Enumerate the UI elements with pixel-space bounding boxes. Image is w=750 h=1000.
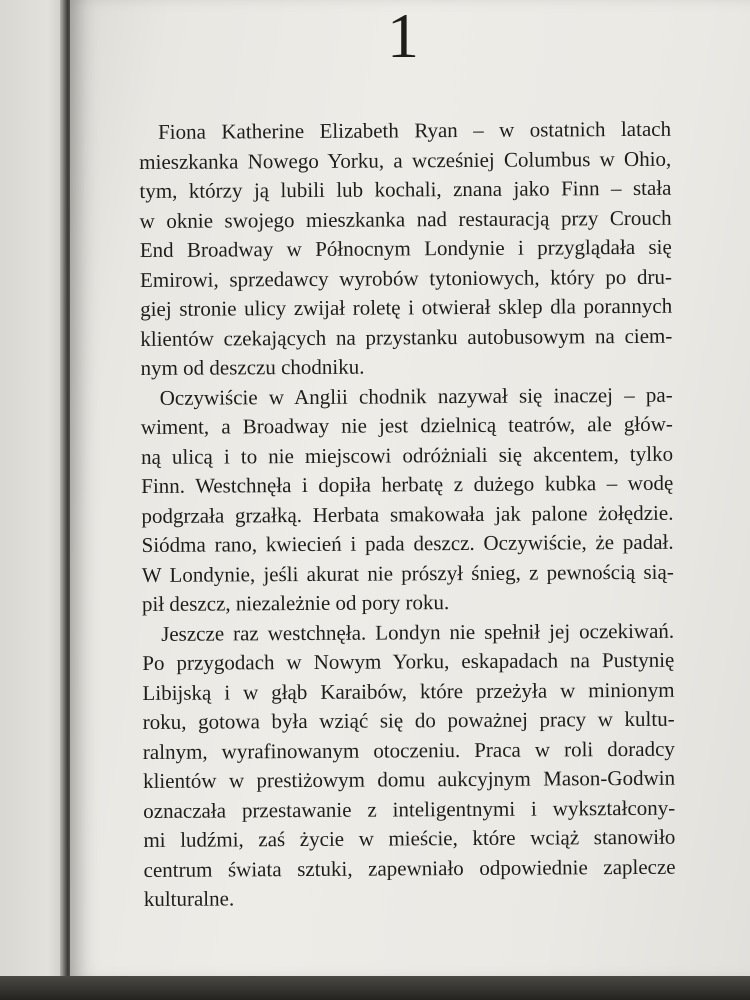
page-body-text (139, 115, 676, 915)
text-line: W Londynie, jeśli akurat nie prószył śnieg, z pewnością sią- (141, 559, 674, 587)
chapter-number: 1 (387, 0, 419, 71)
text-line: podgrzała grzałką. Herbata smakowała jak palone żołędzie. (141, 500, 674, 528)
text-line: Libijską i w głąb Karaibów, które przeżyła w minionym (142, 677, 675, 705)
text-line: ralnym, wyrafinowanym otoczeniu. Praca w roli doradcy (142, 736, 675, 764)
text-line: kulturalne. (143, 886, 235, 911)
paragraph-2 (141, 380, 674, 619)
paragraph-1 (139, 115, 673, 384)
text-line: mi ludźmi, zaś życie w mieście, które wciąż stanowiło (143, 824, 676, 852)
left-page-edge (0, 0, 68, 1000)
text-line: End Broadway w Północnym Londynie i przyglądała się (139, 234, 672, 262)
text-line: klientów w prestiżowym domu aukcyjnym Mason-Godwin (142, 765, 676, 793)
text-line: Siódma rano, kwiecień i pada deszcz. Oczywiście, że padał. (141, 529, 674, 557)
text-line: klientów czekających na przystanku autobusowym na ciem- (140, 323, 673, 351)
text-line: Jeszcze raz westchnęła. Londyn nie spełnił jej oczekiwań. (161, 618, 675, 646)
text-line: Po przygodach w Nowym Yorku, eskapadach na Pustynię (142, 647, 675, 675)
text-line: centrum świata sztuki, zapewniało odpowiednie zaplecze (143, 854, 676, 882)
text-line: Emirowi, sprzedawcy wyrobów tytoniowych, który po dru- (139, 264, 673, 292)
text-line: w oknie swojego mieszkanka nad restauracją przy Crouch (139, 205, 672, 233)
text-line: roku, gotowa była wziąć się do poważnej pracy w kultu- (142, 706, 675, 734)
text-line: nym od deszczu chodniku. (140, 354, 365, 380)
table-surface (0, 976, 750, 1000)
text-line: Fiona Katherine Elizabeth Ryan – w ostatnich latach (158, 116, 672, 144)
text-line: wiment, a Broadway nie jest dzielnicą teatrów, ale głów- (140, 411, 673, 439)
text-line: Oczywiście w Anglii chodnik nazywał się inaczej – pa- (159, 382, 673, 410)
text-line: tym, którzy ją lubili lub kochali, znana jako Finn – stała (139, 175, 672, 203)
text-line: giej stronie ulicy zwijał roletę i otwierał sklep dla porannych (140, 293, 673, 321)
text-line: Finn. Westchnęła i dopiła herbatę z dużego kubka – wodę (141, 470, 674, 498)
text-line: pił deszcz, niezależnie od pory roku. (141, 590, 450, 616)
text-line: mieszkanka Nowego Yorku, a wcześniej Columbus w Ohio, (139, 146, 672, 174)
text-line: oznaczała przestawanie z inteligentnymi i wykształcony- (143, 795, 676, 823)
paragraph-3 (142, 616, 676, 914)
text-line: ną ulicą i to nie miejscowi odróżniali się akcentem, tylko (140, 441, 674, 469)
